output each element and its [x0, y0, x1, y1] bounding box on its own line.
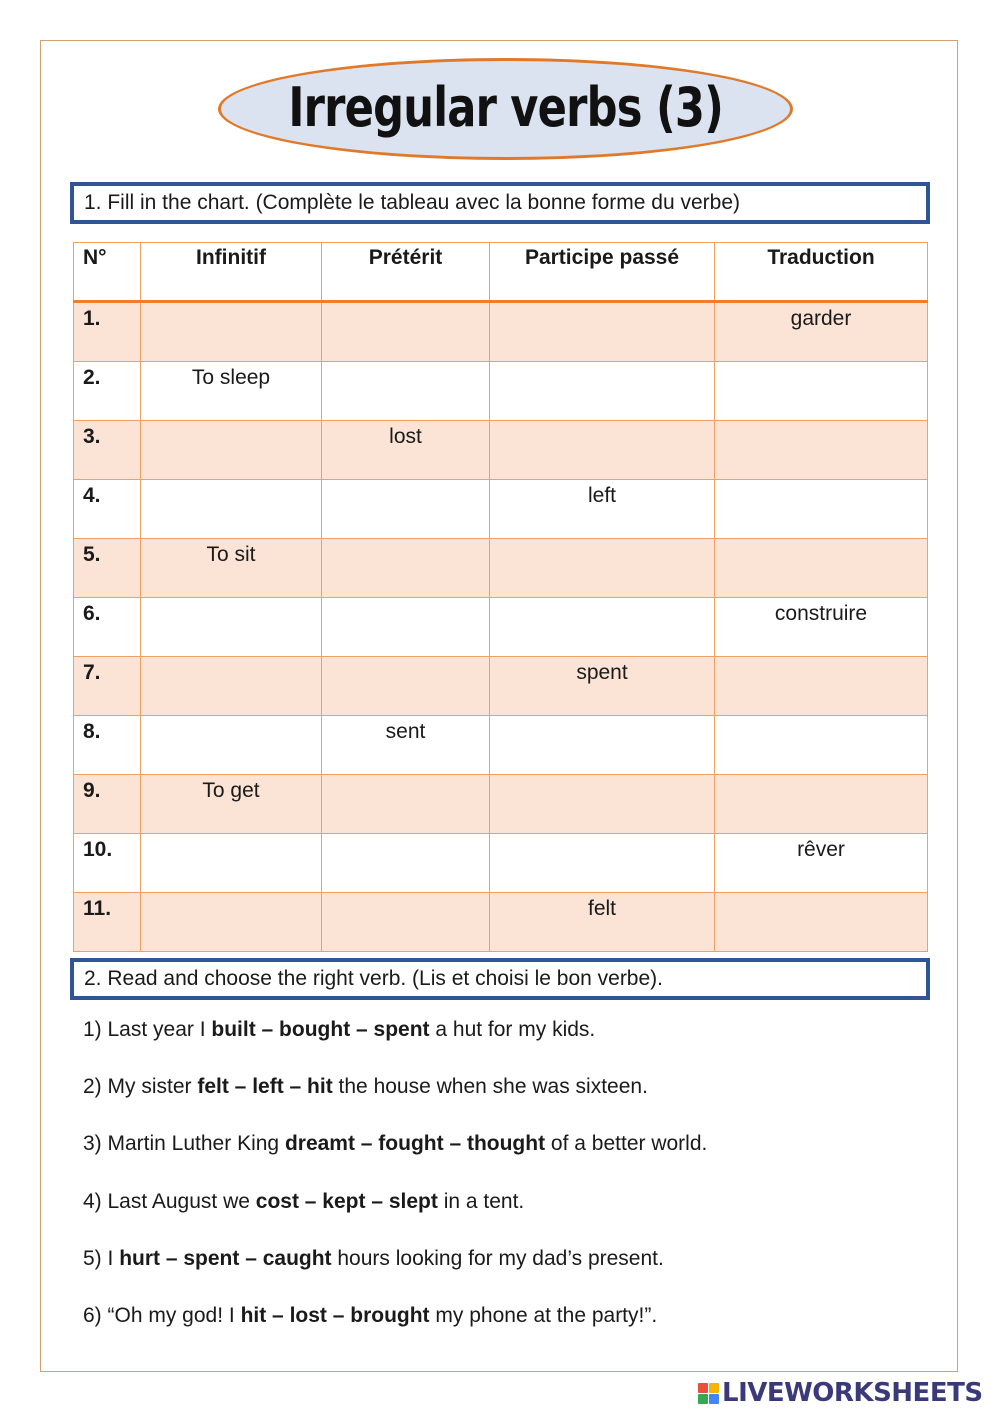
cell-number: 8.: [74, 716, 141, 775]
cell-preterite[interactable]: [322, 657, 490, 716]
cell-number: 6.: [74, 598, 141, 657]
verbs-table: [73, 242, 928, 952]
exercise-sentence: [83, 1247, 664, 1271]
sentence-start: 2) My sister: [83, 1075, 198, 1098]
cell-past-participle: spent: [490, 657, 715, 716]
cell-preterite[interactable]: [322, 598, 490, 657]
cell-infinitive[interactable]: [141, 834, 322, 893]
cell-translation: garder: [715, 302, 928, 362]
sentence-end: my phone at the party!”.: [429, 1304, 658, 1327]
liveworksheets-logo: [698, 1378, 983, 1408]
cell-number: 5.: [74, 539, 141, 598]
cell-number: 9.: [74, 775, 141, 834]
sentence-start: 5) I: [83, 1247, 120, 1270]
logo-text: LIVEWORKSHEETS: [722, 1378, 983, 1408]
cell-past-participle[interactable]: [490, 539, 715, 598]
cell-translation[interactable]: [715, 421, 928, 480]
cell-infinitive: To sleep: [141, 362, 322, 421]
table-row: [74, 480, 928, 539]
cell-preterite: lost: [322, 421, 490, 480]
sentence-end: in a tent.: [437, 1190, 525, 1213]
cell-preterite[interactable]: [322, 834, 490, 893]
instruction-1: 1. Fill in the chart. (Complète le tableau avec la bonne forme du verbe): [70, 182, 930, 224]
cell-number: 10.: [74, 834, 141, 893]
cell-translation[interactable]: [715, 539, 928, 598]
header-translation: Traduction: [715, 243, 928, 302]
sentence-start: 4) Last August we: [83, 1190, 256, 1213]
cell-translation[interactable]: [715, 657, 928, 716]
verb-choices[interactable]: built – bought – spent: [211, 1018, 430, 1041]
cell-preterite[interactable]: [322, 775, 490, 834]
sentence-end: a hut for my kids.: [429, 1018, 596, 1041]
cell-translation[interactable]: [715, 775, 928, 834]
cell-infinitive[interactable]: [141, 480, 322, 539]
title-banner: [218, 58, 793, 160]
cell-infinitive[interactable]: [141, 893, 322, 952]
table-row: [74, 893, 928, 952]
instruction-2: 2. Read and choose the right verb. (Lis et choisi le bon verbe).: [70, 958, 930, 1000]
cell-past-participle[interactable]: [490, 834, 715, 893]
verb-choices[interactable]: hurt – spent – caught: [119, 1247, 332, 1270]
cell-past-participle: left: [490, 480, 715, 539]
verb-choices[interactable]: hit – lost – brought: [240, 1304, 430, 1327]
cell-translation: rêver: [715, 834, 928, 893]
cell-infinitive[interactable]: [141, 302, 322, 362]
exercise-sentence: [83, 1018, 595, 1042]
table-row: [74, 539, 928, 598]
table-row: [74, 421, 928, 480]
verb-choices[interactable]: dreamt – fought – thought: [284, 1132, 546, 1155]
table-row: [74, 362, 928, 421]
cell-translation[interactable]: [715, 893, 928, 952]
cell-infinitive[interactable]: [141, 657, 322, 716]
cell-number: 4.: [74, 480, 141, 539]
cell-translation[interactable]: [715, 480, 928, 539]
table-row: [74, 775, 928, 834]
cell-preterite[interactable]: [322, 893, 490, 952]
table-row: [74, 302, 928, 362]
cell-past-participle[interactable]: [490, 598, 715, 657]
exercise-sentence: [83, 1190, 524, 1214]
verb-choices[interactable]: felt – left – hit: [197, 1075, 333, 1098]
cell-infinitive: To sit: [141, 539, 322, 598]
cell-preterite: sent: [322, 716, 490, 775]
cell-translation[interactable]: [715, 362, 928, 421]
sentence-start: 1) Last year I: [83, 1018, 212, 1041]
sentence-start: 3) Martin Luther King: [83, 1132, 285, 1155]
cell-past-participle[interactable]: [490, 775, 715, 834]
cell-translation[interactable]: [715, 716, 928, 775]
cell-infinitive: To get: [141, 775, 322, 834]
cell-number: 3.: [74, 421, 141, 480]
logo-icon: [698, 1383, 719, 1404]
cell-past-participle[interactable]: [490, 302, 715, 362]
sentence-end: the house when she was sixteen.: [332, 1075, 648, 1098]
cell-infinitive[interactable]: [141, 716, 322, 775]
table-row: [74, 598, 928, 657]
exercise-sentence: [83, 1304, 657, 1328]
table-row: [74, 716, 928, 775]
cell-past-participle: felt: [490, 893, 715, 952]
cell-number: 7.: [74, 657, 141, 716]
cell-past-participle[interactable]: [490, 716, 715, 775]
table-row: [74, 657, 928, 716]
cell-past-participle[interactable]: [490, 421, 715, 480]
table-header-row: [74, 243, 928, 302]
cell-number: 1.: [74, 302, 141, 362]
table-row: [74, 834, 928, 893]
header-infinitive: Infinitif: [141, 243, 322, 302]
exercise-sentence: [83, 1132, 707, 1156]
cell-preterite[interactable]: [322, 480, 490, 539]
sentence-end: hours looking for my dad’s present.: [331, 1247, 664, 1270]
sentence-start: 6) “Oh my god! I: [83, 1304, 241, 1327]
cell-translation: construire: [715, 598, 928, 657]
verb-choices[interactable]: cost – kept – slept: [255, 1190, 438, 1213]
cell-number: 11.: [74, 893, 141, 952]
sentence-end: of a better world.: [545, 1132, 708, 1155]
exercise-sentence: [83, 1075, 648, 1099]
cell-preterite[interactable]: [322, 362, 490, 421]
cell-number: 2.: [74, 362, 141, 421]
header-preterite: Prétérit: [322, 243, 490, 302]
cell-infinitive[interactable]: [141, 421, 322, 480]
cell-infinitive[interactable]: [141, 598, 322, 657]
cell-past-participle[interactable]: [490, 362, 715, 421]
cell-preterite[interactable]: [322, 302, 490, 362]
header-past-participle: Participe passé: [490, 243, 715, 302]
cell-preterite[interactable]: [322, 539, 490, 598]
page-title: Irregular verbs (3): [288, 75, 723, 139]
header-number: N°: [74, 243, 141, 302]
